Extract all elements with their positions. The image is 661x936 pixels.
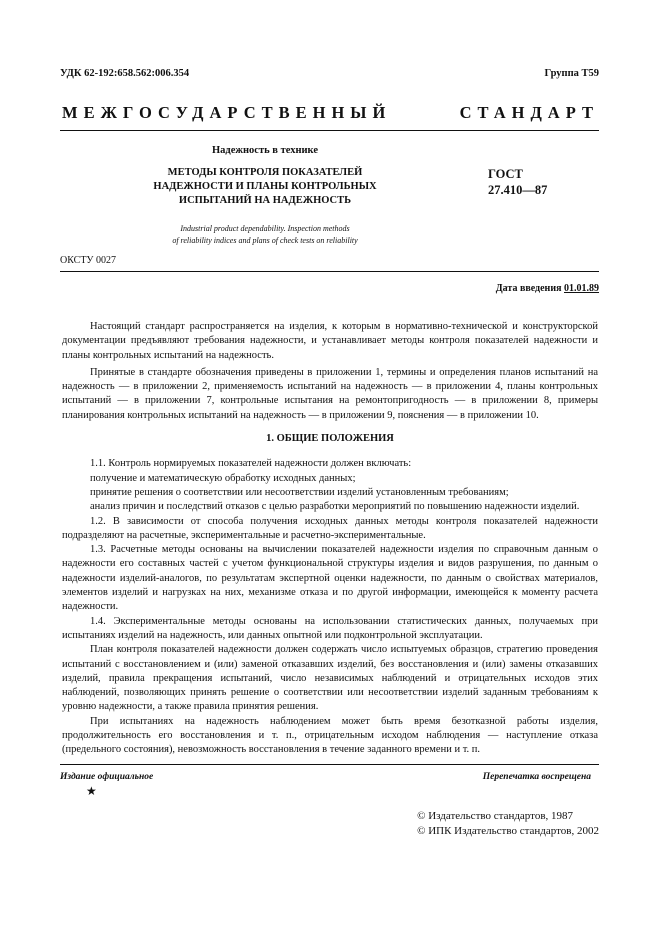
footer-divider [60,764,599,765]
english-title-line: of reliability indices and plans of check tests on reliability [172,236,358,245]
introduction-date [496,283,599,294]
okstu-code: ОКСТУ 0027 [60,255,117,266]
intro-paragraph: Настоящий стандарт распространяется на изделия, к которым в нормативно-технической и конструкторской документации предъявляют требования надежности, и устанавливает методы контроля показателей надежности и планы контрольных испытаний на надежность. [62,321,598,361]
section-paragraph: получение и математическую обработку исходных данных; [90,472,356,484]
section-heading: 1. ОБЩИЕ ПОЛОЖЕНИЯ [266,433,394,445]
copyright-line: © ИПК Издательство стандартов, 2002 [417,825,599,837]
section-paragraph: План контроля показателей надежности должен содержать число испытуемых образцов, стратегию проведения испытаний с восстановлением и (или) заменой отказавших изделий, без восстановления и (или) замены отказавших изделий, правила прекращения испытаний, число независимых наблюдений и отрицательных исходов этих наблюдений, позволяющих принять решение о соответствии или несоответствии изделий заданным требованиям к уровню надежности, а также правила принятия решения. [62,644,598,713]
section-paragraph: 1.4. Экспериментальные методы основаны на использовании статистических данных, получаемых при испытаниях изделий на надежность, или данных опытной или подконтрольной эксплуатации. [62,615,598,641]
header-divider [60,271,599,272]
section-paragraph: 1.2. В зависимости от способа получения исходных данных методы контроля показателей надежности подразделяют на расчетные, экспериментальные и расчетно-экспериментальные. [62,515,598,541]
standard-type-heading: МЕЖГОСУДАРСТВЕННЫЙ СТАНДАРТ [62,103,599,122]
section-paragraph: При испытаниях на надежность наблюдением может быть время безотказной работы изделия, продолжительность его восстановления и т. п., отрицательным исходом наблюдения — наступление отказа (предельного состояния), невозможность восстановления в течение заданного времени и т. п. [62,715,598,756]
english-title [60,223,470,247]
title-line: ИСПЫТАНИЙ НА НАДЕЖНОСТЬ [178,195,352,206]
gost-label: ГОСТ [488,167,523,181]
section-paragraph: анализ причин и последствий отказов с целью разработки мероприятий по повышению надежности изделий. [90,501,580,513]
title-line: НАДЕЖНОСТИ И ПЛАНЫ КОНТРОЛЬНЫХ [153,181,377,192]
top-divider [60,130,599,131]
intro-paragraph: Принятые в стандарте обозначения приведены в приложении 1, термины и определения планов испытаний на надежность — в приложении 2, применяемость испытаний на надежность — в приложении 4, планы контрольных испытаний — в приложении 7, контрольные испытания на ремонтопригодность — в приложении 8, примеры планирования контрольных испытаний на надежность — в приложении 9, пояснения — в приложении 10. [62,366,598,421]
title-line: МЕТОДЫ КОНТРОЛЯ ПОКАЗАТЕЛЕЙ [167,167,363,178]
english-title-line: Industrial product dependability. Inspection methods [180,224,350,233]
main-text [62,320,598,758]
gost-designation [488,166,547,198]
udk-code: УДК 62-192:658.562:006.354 [60,68,190,79]
intro-date-label: Дата введения [495,283,562,294]
document-title [60,166,470,208]
section-paragraph: 1.1. Контроль нормируемых показателей надежности должен включать: [90,458,412,470]
edition-note: Издание официальное [60,772,154,782]
star-mark: ★ [86,784,97,798]
reprint-note: Перепечатка воспрещена [482,772,591,782]
group-code: Группа Т59 [544,68,599,79]
copyright-block [417,809,599,839]
intro-date-value: 01.01.89 [564,283,599,294]
section-paragraph: 1.3. Расчетные методы основаны на вычислении показателей надежности изделия по справочным данным о надежности его составных частей с учетом функциональной структуры изделия и видов разрушения, по данным о надежности изделий-аналогов, по результатам экспертной оценки надежности, по данным о свойствах материалов, элементов изделий и нагрузках на них, механизме отказа и по другой информации, имеющейся к моменту расчета надежности. [62,544,598,613]
gost-number: 27.410—87 [488,183,548,197]
topic-heading: Надежность в технике [212,145,318,156]
section-paragraph: принятие решения о соответствии или несоответствии изделий установленным требованиям; [90,486,509,498]
copyright-line: © Издательство стандартов, 1987 [417,810,574,822]
